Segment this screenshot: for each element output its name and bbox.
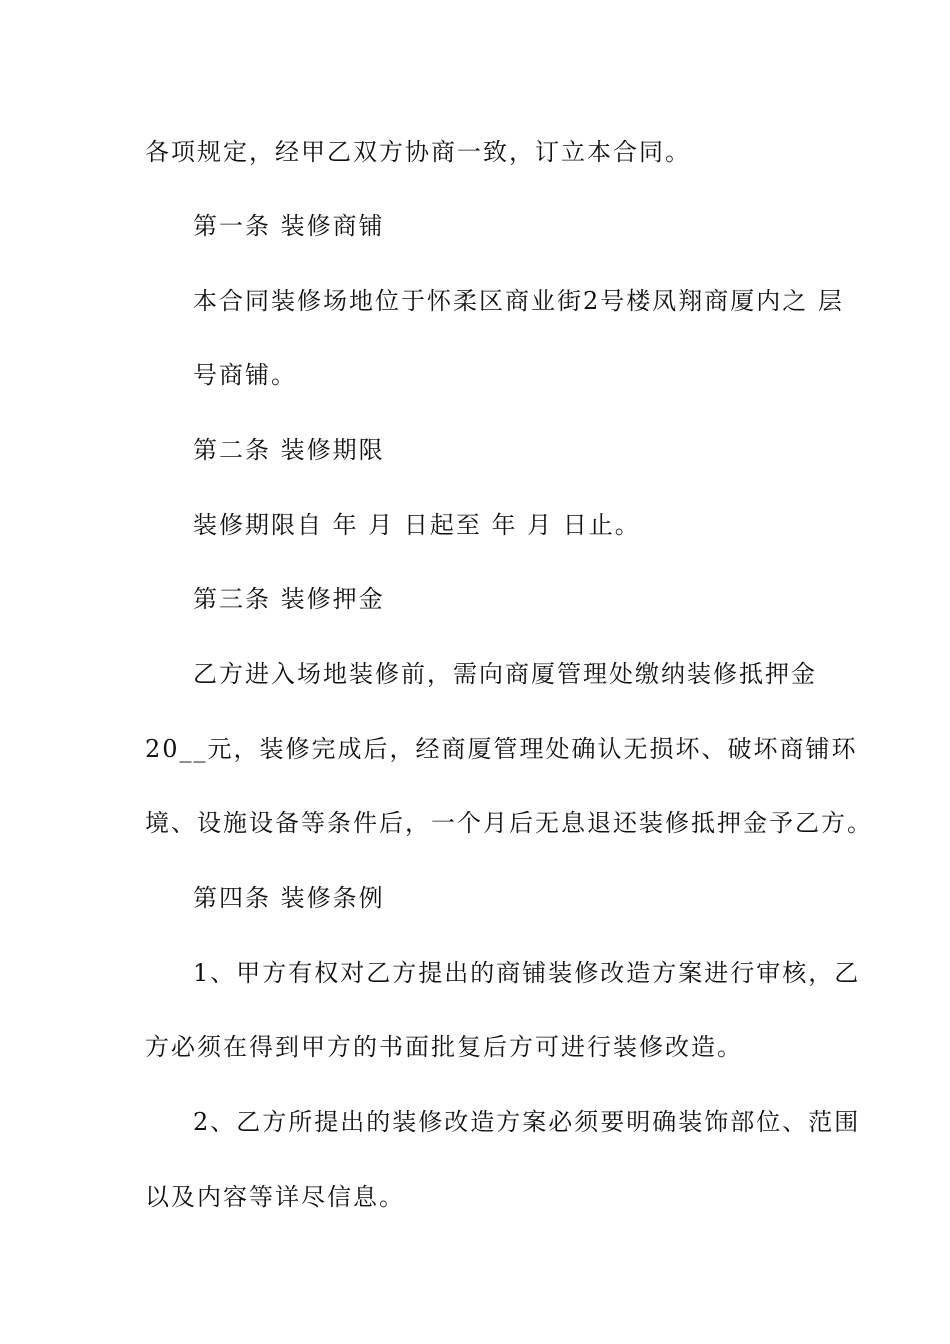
paragraph-line: 装修期限自 年 月 日起至 年 月 日止。 [193,511,641,539]
paragraph-line: 境、设施设备等条件后，一个月后无息退还装修抵押金予乙方。 [145,809,873,837]
article-heading: 第三条 装修押金 [193,585,385,613]
paragraph-line: 2、乙方所提出的装修改造方案必须要明确装饰部位、范围 [193,1108,861,1136]
article-heading: 第一条 装修商铺 [193,212,385,240]
article-heading: 第四条 装修条例 [193,884,385,912]
paragraph-line: 方必须在得到甲方的书面批复后方可进行装修改造。 [145,1033,743,1061]
paragraph-line: 1、甲方有权对乙方提出的商铺装修改造方案进行审核，乙 [193,959,861,987]
paragraph-line: 本合同装修场地位于怀柔区商业街2号楼凤翔商厦内之 层 [193,287,844,315]
paragraph-line: 以及内容等详尽信息。 [145,1183,405,1211]
paragraph-line: 乙方进入场地装修前，需向商厦管理处缴纳装修抵押金 [193,660,817,688]
paragraph-line: 20__元，装修完成后，经商厦管理处确认无损坏、破坏商铺环 [145,735,858,763]
article-heading: 第二条 装修期限 [193,436,385,464]
paragraph-line: 各项规定，经甲乙双方协商一致，订立本合同。 [145,138,691,166]
paragraph-line: 号商铺。 [193,361,297,389]
